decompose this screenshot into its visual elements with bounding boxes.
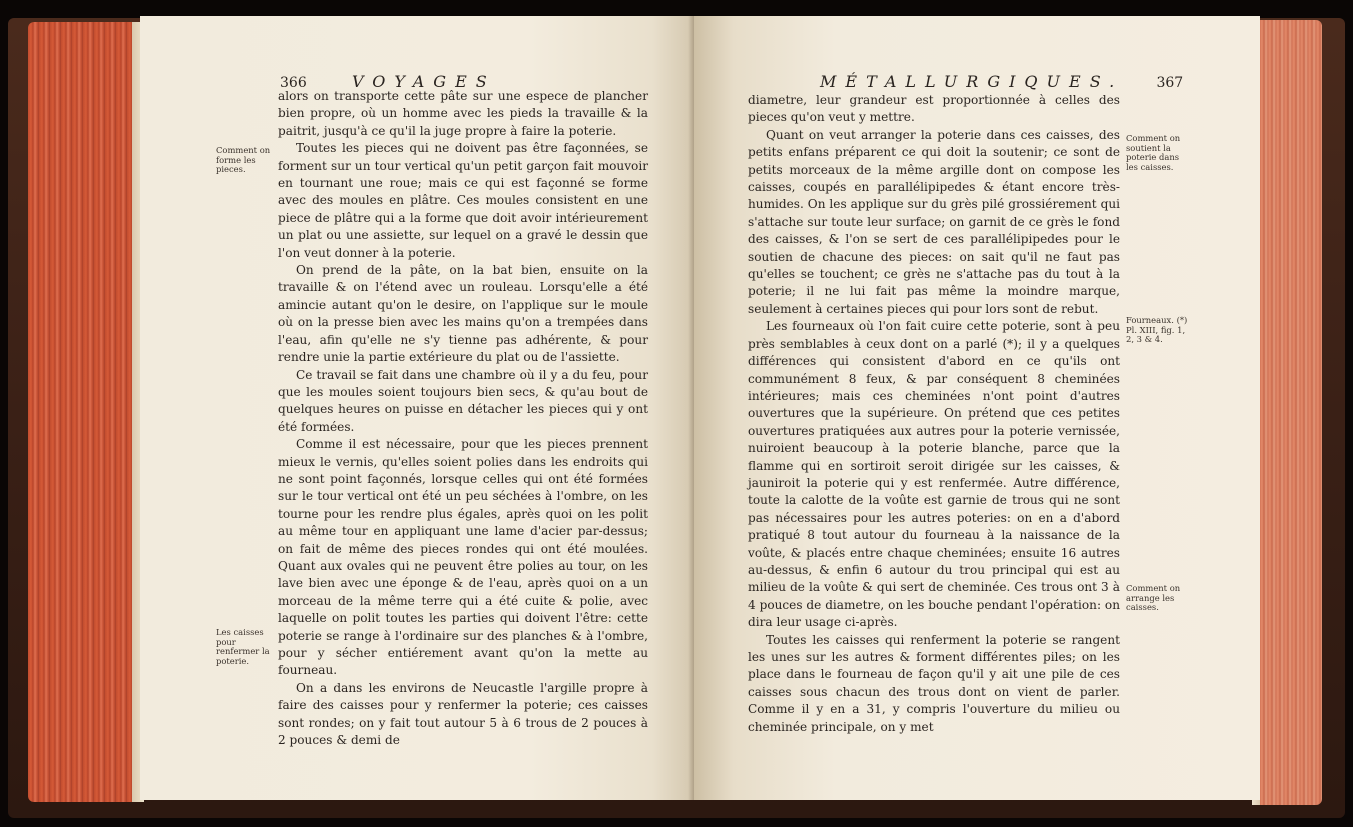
left-page (140, 16, 696, 800)
left-body-text (278, 88, 648, 749)
right-paragraph-3: Les fourneaux où l'on fait cuire cette poterie, sont à peu près semblables à ceux dont on a parlé (*); il y a quelques différences qui consistent d'abord en ce qu'ils ont communément 8 feux, & par conséquent 8 cheminées intérieures; mais ces cheminées n'ont point d'autres ouvertures que la supérieure. On prétend que ces petites ouvertures pratiquées aux autres pour la poterie vernissée, nuiroient beaucoup à la poterie blanche, parce que la flamme qui en sortiroit seroit dirigée sur les caisses, & jauniroit la poterie qui y est renfermée. Autre différence, toute la calotte de la voûte est garnie de trous qui ne sont pas nécessaires pour les autres poteries: on en a d'abord pratiqué 8 tout autour du fourneau à la naissance de la voûte, & placés entre chaque cheminées; ensuite 16 autres au-dessus, & enfin 6 autour du trou principal qui est au milieu de la voûte & qui sert de cheminée. Ces trous ont 3 à 4 pouces de diametre, on les bouche pendant l'opération: on dira leur usage ci-après. (748, 319, 1120, 630)
right-body-text (748, 92, 1120, 736)
right-paragraph-2: Quant on veut arranger la poterie dans ces caisses, des petits enfans préparent ce qui doit la soutenir; ce sont de petits morceaux de la même argille dont on compose les caisses, coupés en parallélipipedes & étant encore très-humides. On les applique sur du grès pilé grossiérement qui s'attache sur toute leur surface; on garnit de ce grès le fond des caisses, & l'on se sert de ces parallélipipedes pour le soutien de chacune des pieces: on sait qu'il ne faut pas qu'elles se touchent; ce grès ne s'attache pas du tout à la poterie; il ne lui fait pas même la moindre marque, seulement à certaines pieces qui pour lors sont de rebut. (748, 127, 1120, 316)
right-running-head (820, 72, 1183, 91)
right-page (694, 16, 1260, 800)
left-margin-note-2: Les caisses pour renfermer la poterie. (216, 627, 270, 666)
right-margin-note-3: Comment on arrange les caisses. (1126, 583, 1181, 613)
right-paragraph-1: diametre, leur grandeur est proportionnée à celles des pieces qu'on veut y mettre. (748, 93, 1120, 125)
left-page-edges (28, 22, 144, 802)
right-paragraph-4: Toutes les caisses qui renferment la poterie se rangent les unes sur les autres & forment différentes piles; on les place dans le fourneau de façon qu'il y ait une pile de ces caisses sous chacun des trous dont on vient de parler. Comme il y en a 31, y compris l'ouverture du milieu ou cheminée principale, on y met (748, 632, 1120, 734)
left-paragraph-1: alors on transporte cette pâte sur une espece de plancher bien propre, où un homme avec les pieds la travaille & la paitrit, jusqu'à ce qu'il la juge propre à faire la poterie. (278, 89, 648, 138)
left-paragraph-5: Comme il est nécessaire, pour que les pieces prennent mieux le vernis, qu'elles soient polies dans les endroits qui ne sont point façonnés, lorsque celles qui ont été formées sur le tour vertical ont été un peu séchées à l'ombre, on les tourne pour les rendre plus égales, après quoi on les polit au même tour en appliquant une lame d'acier par-dessus; on fait de même des pieces rondes qui ont été moulées. Quant aux ovales qui ne peuvent être polies au tour, on les lave bien avec une éponge & de l'eau, après quoi on a un morceau de la même terre qui a été cuite & polie, avec laquelle on polit toutes les parties qui doivent l'être: cette poterie se range à l'ordinaire sur des planches & à l'ombre, pour y sécher entiérement avant qu'on la mette au fourneau. (278, 437, 648, 678)
right-page-number: 367 (1156, 75, 1184, 91)
right-margin-note-2: Fourneaux. (*) Pl. XIII, fig. 1, 2, 3 & 4. (1126, 315, 1188, 345)
left-paragraph-6: On a dans les environs de Neucastle l'argille propre à faire des caisses pour y renfermer la poterie; ces caisses sont rondes; on y fait tout autour 5 à 6 trous de 2 pouces à 2 pouces & demi de (278, 680, 648, 748)
right-running-title: MÉTALLURGIQUES. (820, 72, 1124, 91)
left-paragraph-3: On prend de la pâte, on la bat bien, ensuite on la travaille & on l'étend avec un rouleau. Lorsqu'elle a été amincie autant qu'on le desire, on l'applique sur le moule où on la presse bien avec les mains qu'on a trempées dans l'eau, afin qu'elle ne s'y tienne pas adhérente, & pour rendre unie la partie extérieure du plat ou de l'assiette. (278, 263, 648, 365)
right-margin-note-1: Comment on soutient la poterie dans les caisses. (1126, 133, 1181, 172)
right-page-edges (1252, 20, 1322, 805)
left-margin-note-1: Comment on forme les pieces. (216, 145, 271, 175)
left-page-number: 366 (280, 75, 307, 91)
left-running-title: VOYAGES (352, 72, 496, 91)
left-paragraph-4: Ce travail se fait dans une chambre où il y a du feu, pour que les moules soient toujours bien secs, & qu'au bout de quelques heures on puisse en détacher les pieces qui y ont été formées. (278, 367, 648, 434)
left-paragraph-2: Toutes les pieces qui ne doivent pas être façonnées, se forment sur un tour vertical qu'un petit garçon fait mouvoir en tournant une roue; mais ce qui est façonné se forme avec des moules en plâtre. Ces moules consistent en une piece de plâtre qui a la forme que doit avoir intérieurement un plat ou une assiette, sur lequel on a gravé le dessin que l'on veut donner à la poterie. (278, 141, 648, 260)
